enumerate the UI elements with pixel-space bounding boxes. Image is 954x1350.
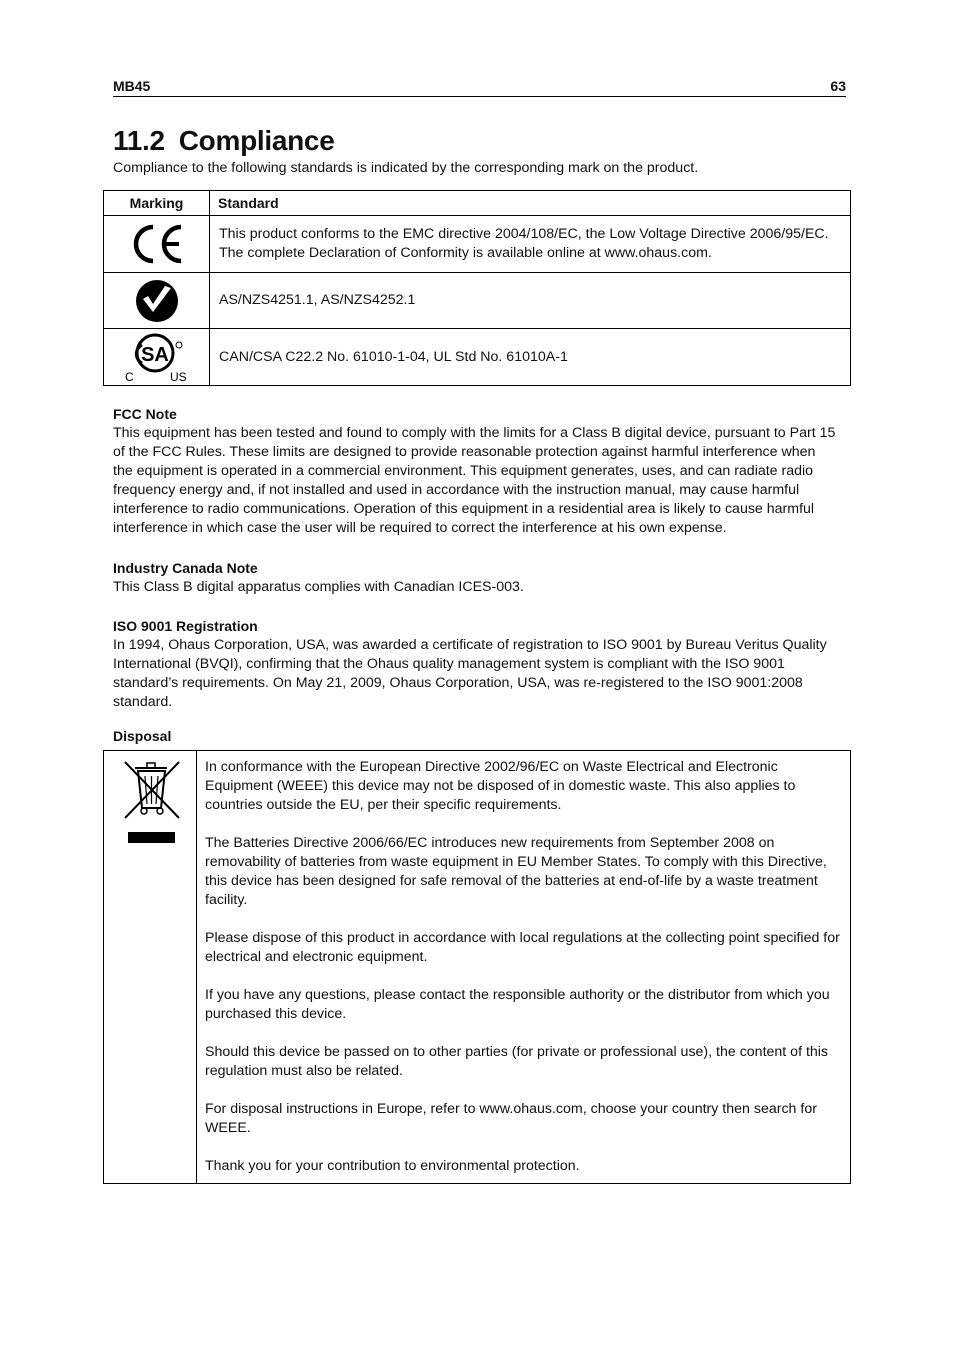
intro-text: Compliance to the following standards is indicated by the corresponding mark on the product. xyxy=(113,160,699,176)
column-header-marking: Marking xyxy=(104,191,210,216)
disposal-icon-cell xyxy=(104,751,197,1184)
marking-cell xyxy=(104,273,210,329)
industry-canada-text: This Class B digital apparatus complies with Canadian ICES-003. xyxy=(113,579,524,595)
table-row xyxy=(104,216,851,273)
section-title xyxy=(113,124,334,158)
section-title-text: Compliance xyxy=(178,125,335,156)
standard-cell: AS/NZS4251.1, AS/NZS4252.1 xyxy=(210,273,851,329)
iso-registration-text: In 1994, Ohaus Corporation, USA, was awarded a certificate of registration to ISO 9001 by Bureau Veritus Quality International (BVQI), confirming that the Ohaus quality management system is compliant with the ISO 9001 standard’s requirements. On May 21, 2009, Ohaus Corporation, USA, was re-registered to the ISO 9001:2008 standard. xyxy=(113,637,827,710)
model-name: MB45 xyxy=(113,78,151,94)
disposal-paragraph: Please dispose of this product in accordance with local regulations at the collecting point specified for electrical and electronic equipment. xyxy=(205,930,840,965)
page-header xyxy=(113,77,846,97)
standard-cell: CAN/CSA C22.2 No. 61010-1-04, UL Std No. 61010A-1 xyxy=(210,329,851,386)
compliance-table xyxy=(103,190,851,386)
weee-crossed-bin-icon xyxy=(123,760,183,846)
disposal-paragraph: Should this device be passed on to other parties (for private or professional use), the content of this regulation must also be related. xyxy=(205,1044,829,1079)
csa-mark-left-label: C xyxy=(124,370,134,383)
disposal-heading: Disposal xyxy=(113,728,172,744)
c-tick-mark-icon xyxy=(134,278,180,324)
disposal-paragraph: The Batteries Directive 2006/66/EC introduces new requirements from September 2008 on removability of batteries from waste equipment in EU Member States. To comply with this Directive, this device has been designed for safe removal of the batteries at end-of-life by a waste treatment facility. xyxy=(205,835,827,908)
page-number: 63 xyxy=(830,78,846,94)
column-header-standard: Standard xyxy=(210,191,851,216)
table-row xyxy=(104,273,851,329)
iso-registration-section xyxy=(113,617,843,712)
csa-mark-right-label: US xyxy=(169,370,187,383)
disposal-paragraph: For disposal instructions in Europe, refer to www.ohaus.com, choose your country then search for WEEE. xyxy=(205,1101,817,1136)
industry-canada-section xyxy=(113,559,843,597)
standard-cell: This product conforms to the EMC directive 2004/108/EC, the Low Voltage Directive 2006/95/EC. The complete Declaration of Conformity is available online at www.ohaus.com. xyxy=(210,216,851,273)
table-row xyxy=(104,329,851,386)
disposal-section xyxy=(113,727,843,746)
svg-text:SA: SA xyxy=(140,344,169,366)
disposal-table xyxy=(103,750,851,1184)
section-number: 11.2 xyxy=(113,125,165,156)
table-row xyxy=(104,751,851,1184)
disposal-paragraph: If you have any questions, please contact the responsible authority or the distributor from which you purchased this device. xyxy=(205,987,830,1022)
iso-registration-heading: ISO 9001 Registration xyxy=(113,618,258,634)
disposal-paragraph: In conformance with the European Directive 2002/96/EC on Waste Electrical and Electronic Equipment (WEEE) this device may not be disposed of in domestic waste. This also applies to countries outside the EU, per their specific requirements. xyxy=(205,759,796,813)
industry-canada-heading: Industry Canada Note xyxy=(113,560,258,576)
disposal-paragraph: Thank you for your contribution to environmental protection. xyxy=(205,1158,580,1174)
table-header-row xyxy=(104,191,851,216)
csa-mark-icon xyxy=(122,331,192,383)
marking-cell xyxy=(104,216,210,273)
fcc-note-heading: FCC Note xyxy=(113,406,177,422)
fcc-note-text: This equipment has been tested and found to comply with the limits for a Class B digital device, pursuant to Part 15 of the FCC Rules. These limits are designed to provide reasonable protection against harmful interference when the equipment is operated in a commercial environment. This equipment generates, uses, and can radiate radio frequency energy and, if not installed and used in accordance with the instruction manual, may cause harmful interference to radio communications. Operation of this equipment in a residential area is likely to cause harmful interference in which case the user will be required to correct the interference at his own expense. xyxy=(113,425,836,536)
ce-mark-icon xyxy=(129,224,185,264)
disposal-text-cell xyxy=(197,751,851,1184)
marking-cell xyxy=(104,329,210,386)
fcc-note-section xyxy=(113,405,843,538)
